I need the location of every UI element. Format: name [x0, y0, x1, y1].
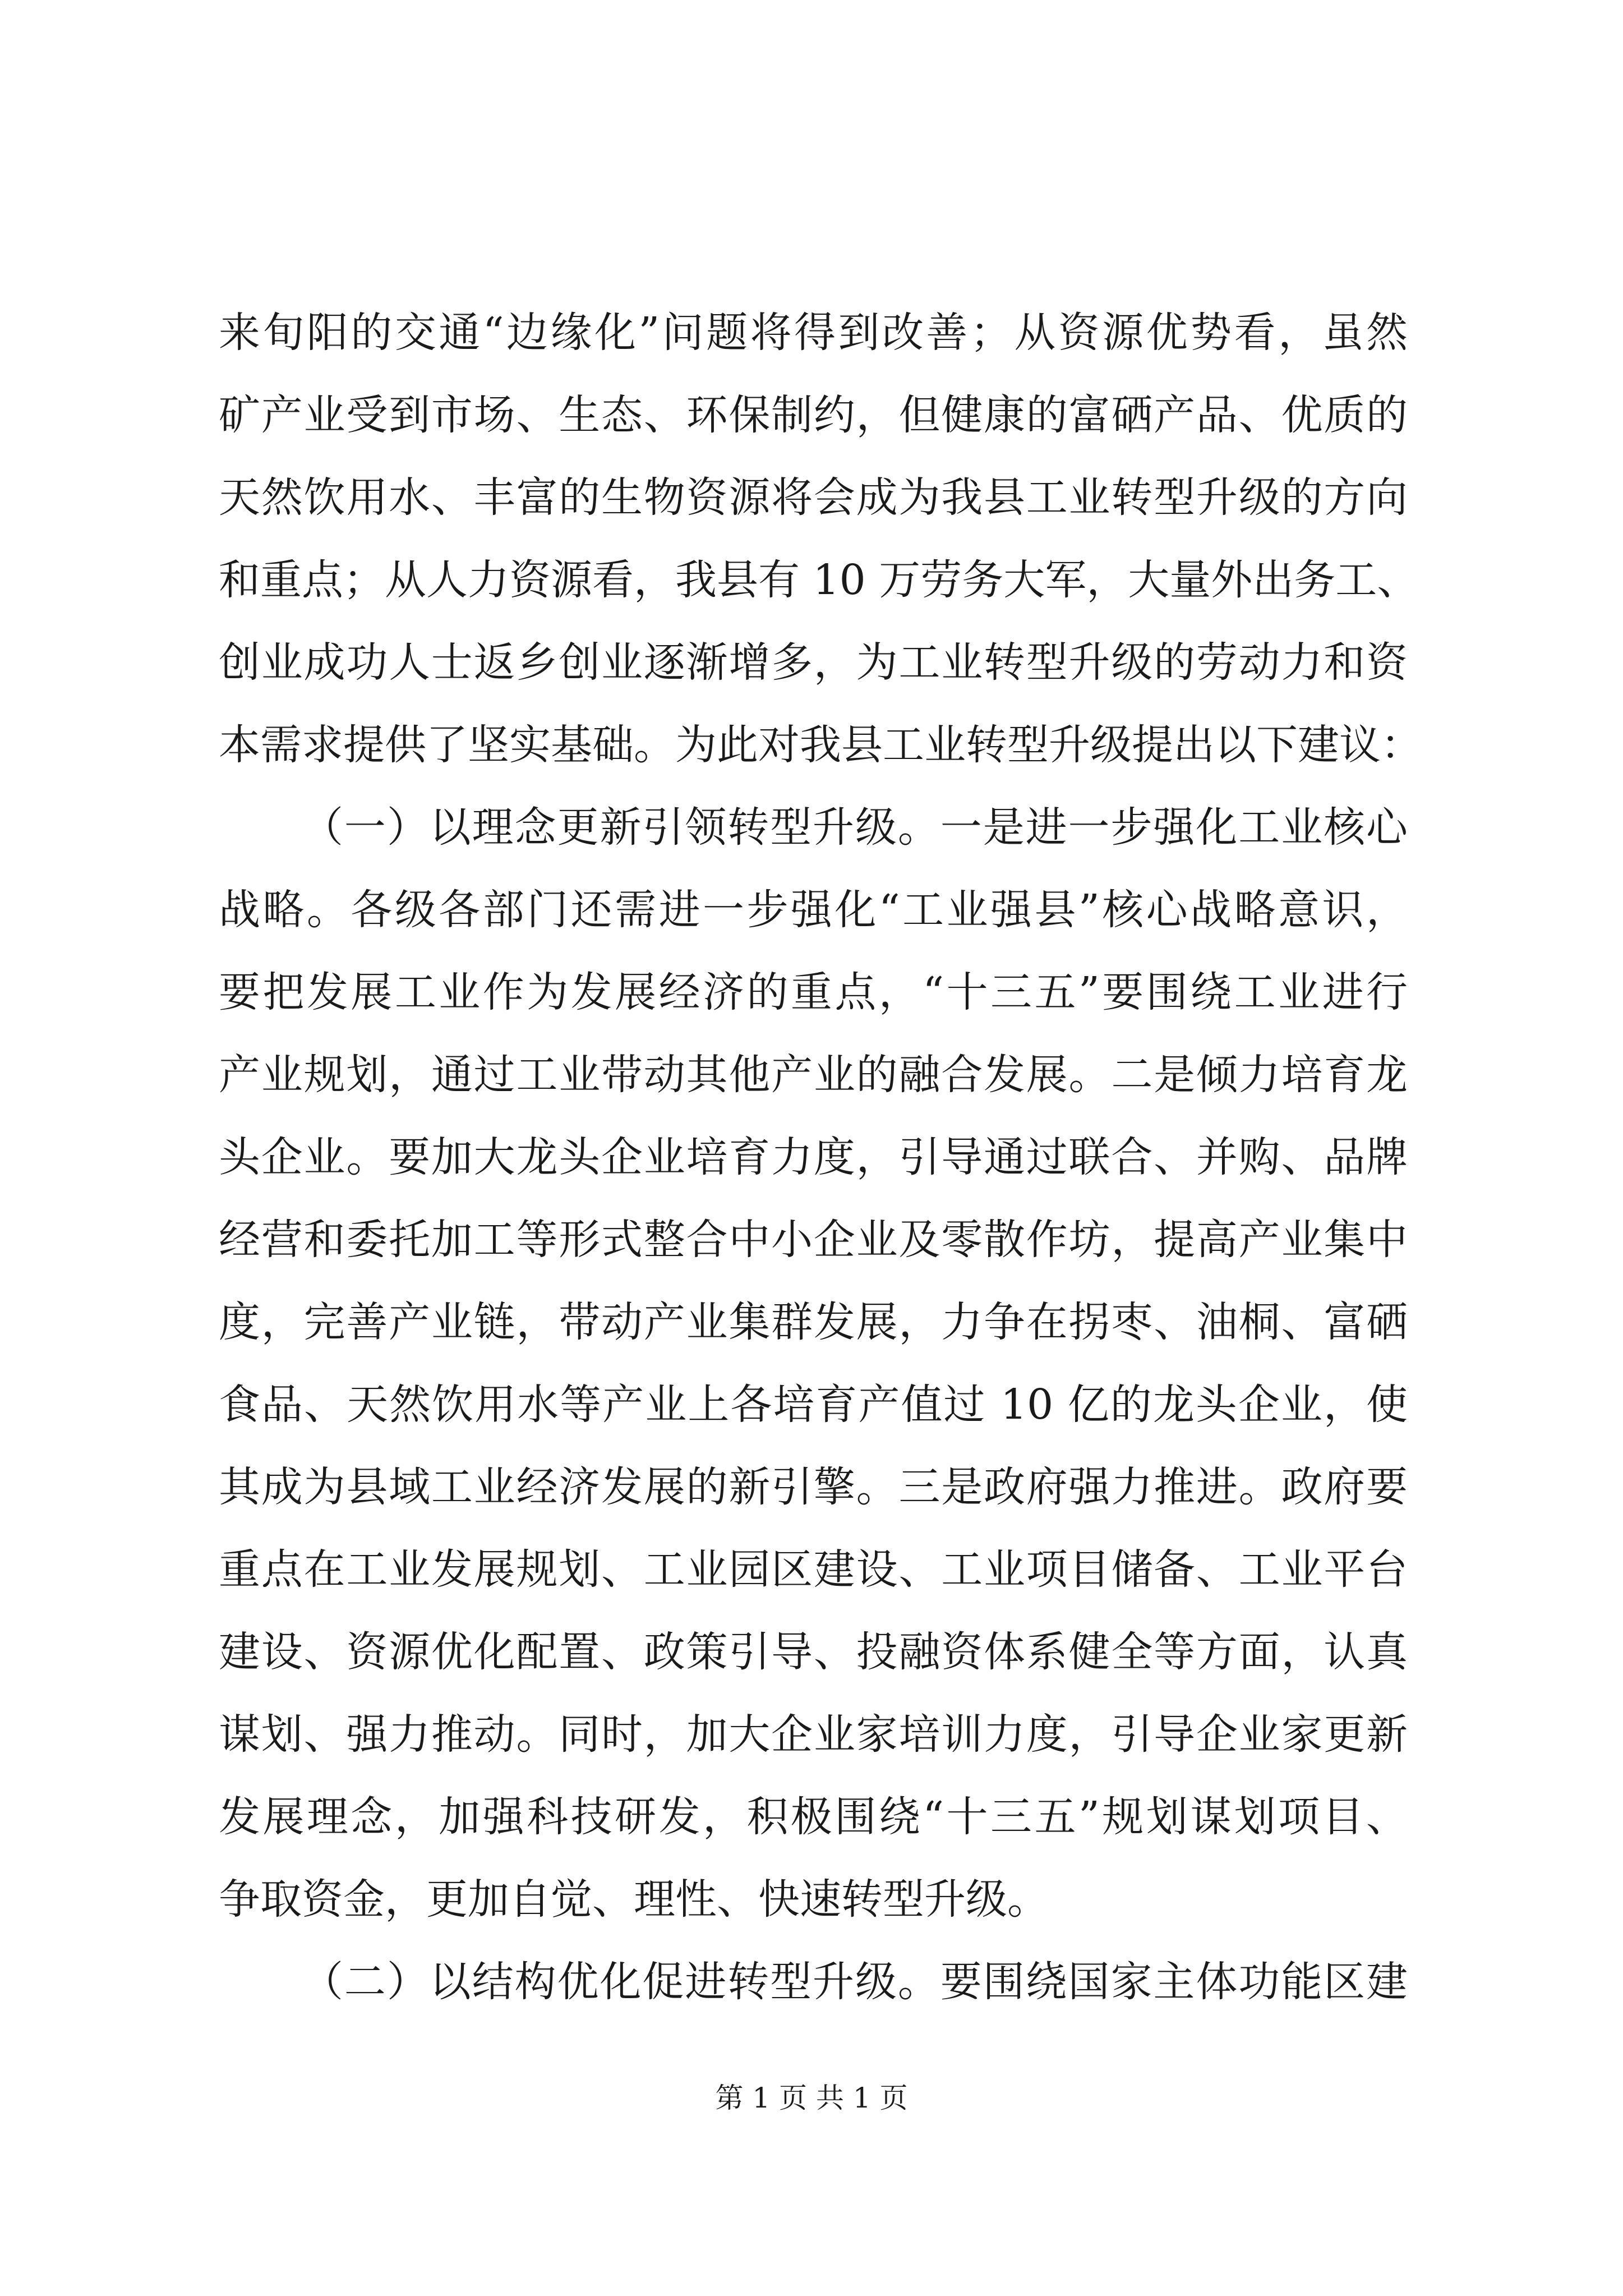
- text-line: 天然饮用水、丰富的生物资源将会成为我县工业转型升级的方向: [219, 473, 1408, 522]
- text-line: 要把发展工业作为发展经济的重点，“十三五”要围绕工业进行: [219, 968, 1408, 1016]
- text-line: 重点在工业发展规划、工业园区建设、工业项目储备、工业平台: [219, 1545, 1408, 1594]
- paragraph-start-line: （一）以理念更新引领转型升级。一是进一步强化工业核心: [302, 803, 1408, 852]
- page-number-footer: 第 1 页 共 1 页: [715, 2082, 908, 2114]
- text-line: 矿产业受到市场、生态、环保制约，但健康的富硒产品、优质的: [219, 391, 1408, 439]
- text-line: 经营和委托加工等形式整合中小企业及零散作坊，提高产业集中: [219, 1216, 1408, 1264]
- paragraph-start-line: （二）以结构优化促进转型升级。要围绕国家主体功能区建: [302, 1958, 1408, 2006]
- text-line: 和重点；从人力资源看，我县有 10 万劳务大军，大量外出务工、: [219, 556, 1419, 604]
- text-line: 产业规划，通过工业带动其他产业的融合发展。二是倾力培育龙: [219, 1051, 1408, 1099]
- text-line: 来旬阳的交通“边缘化”问题将得到改善；从资源优势看，虽然: [219, 309, 1408, 357]
- text-line: 头企业。要加大龙头企业培育力度，引导通过联合、并购、品牌: [219, 1133, 1408, 1181]
- paragraph-end-line: 争取资金，更加自觉、理性、快速转型升级。: [219, 1875, 1049, 1924]
- text-line: 其成为县域工业经济发展的新引擎。三是政府强力推进。政府要: [219, 1463, 1408, 1511]
- text-line: 食品、天然饮用水等产业上各培育产值过 10 亿的龙头企业，使: [219, 1381, 1408, 1429]
- text-line: 创业成功人士返乡创业逐渐增多，为工业转型升级的劳动力和资: [219, 638, 1408, 687]
- text-line: 度，完善产业链，带动产业集群发展，力争在拐枣、油桐、富硒: [219, 1298, 1408, 1346]
- text-line: 战略。各级各部门还需进一步强化“工业强县”核心战略意识，: [219, 886, 1408, 934]
- text-line: 谋划、强力推动。同时，加大企业家培训力度，引导企业家更新: [219, 1710, 1408, 1759]
- text-line: 建设、资源优化配置、政策引导、投融资体系健全等方面，认真: [219, 1628, 1408, 1676]
- text-line: 发展理念，加强科技研发，积极围绕“十三五”规划谋划项目、: [219, 1793, 1408, 1841]
- document-body: [219, 292, 1422, 2023]
- text-line: 本需求提供了坚实基础。为此对我县工业转型升级提出以下建议：: [219, 721, 1422, 769]
